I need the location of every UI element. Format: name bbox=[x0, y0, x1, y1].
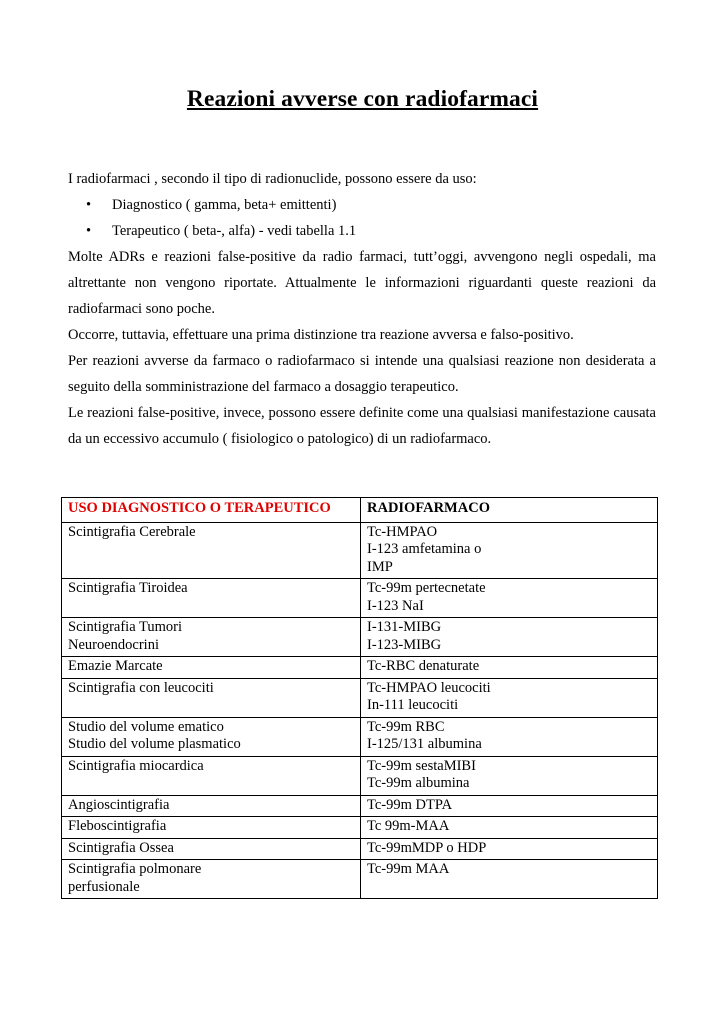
cell-use-line: Scintigrafia Ossea bbox=[68, 839, 174, 856]
cell-drug-line: I-125/131 albumina bbox=[367, 736, 482, 752]
paragraph: Le reazioni false-positive, invece, possono essere definite come una qualsiasi manifestazione causata da un eccessivo accumulo ( fisiologico o patologico) di un radiofarmaco. bbox=[68, 405, 656, 447]
cell-use-line: Scintigrafia con leucociti bbox=[68, 679, 214, 696]
usage-list bbox=[68, 192, 656, 244]
cell-use bbox=[62, 678, 361, 717]
cell-use-line: Fleboscintigrafia bbox=[68, 818, 167, 834]
cell-drug-line: Tc-99m RBC bbox=[367, 718, 445, 735]
cell-drug-line: IMP bbox=[367, 558, 393, 575]
cell-use bbox=[62, 717, 361, 756]
cell-use bbox=[62, 657, 361, 679]
table-body bbox=[62, 522, 658, 899]
cell-drug bbox=[361, 860, 658, 899]
cell-drug-line: Tc-99m albumina bbox=[367, 775, 470, 791]
table-row bbox=[62, 678, 658, 717]
cell-drug-line: I-123 NaI bbox=[367, 597, 424, 614]
cell-drug-line: Tc-99m DTPA bbox=[367, 796, 453, 813]
table-row bbox=[62, 717, 658, 756]
list-item: • Terapeutico ( beta-, alfa) - vedi tabella 1.1 bbox=[68, 218, 656, 244]
cell-use-line: Emazie Marcate bbox=[68, 658, 163, 674]
cell-drug-line: I-123-MIBG bbox=[367, 636, 442, 653]
table-row bbox=[62, 838, 658, 860]
paragraph: Occorre, tuttavia, effettuare una prima distinzione tra reazione avversa e falso-positivo. bbox=[68, 327, 574, 343]
table-row bbox=[62, 756, 658, 795]
cell-drug bbox=[361, 756, 658, 795]
cell-use bbox=[62, 860, 361, 899]
cell-use bbox=[62, 838, 361, 860]
page-title: Reazioni avverse con radiofarmaci bbox=[186, 86, 539, 112]
cell-use bbox=[62, 817, 361, 839]
table-row bbox=[62, 657, 658, 679]
paragraph: Molte ADRs e reazioni false-positive da radio farmaci, tutt’oggi, avvengono negli ospedali, ma altrettante non vengono riportate. Attualmente le informazioni riguardanti queste reazioni da radiofarmaci sono poche. bbox=[68, 249, 656, 317]
cell-use-line: Scintigrafia polmonare bbox=[68, 861, 202, 877]
table-row bbox=[62, 795, 658, 817]
paragraph: Per reazioni avverse da farmaco o radiofarmaco si intende una qualsiasi reazione non desiderata a seguito della somministrazione del farmaco a dosaggio terapeutico. bbox=[68, 353, 656, 395]
cell-use-line: Scintigrafia Tumori bbox=[68, 619, 182, 635]
cell-use bbox=[62, 579, 361, 618]
cell-use bbox=[62, 522, 361, 579]
cell-drug bbox=[361, 657, 658, 679]
cell-use bbox=[62, 618, 361, 657]
body-text bbox=[68, 166, 656, 452]
cell-drug-line: Tc-99m pertecnetate bbox=[367, 580, 486, 596]
table-header-row bbox=[62, 498, 658, 523]
cell-use-line: Scintigrafia miocardica bbox=[68, 757, 204, 774]
table-row bbox=[62, 579, 658, 618]
cell-drug-line: Tc-HMPAO bbox=[367, 523, 438, 540]
table-row bbox=[62, 817, 658, 839]
cell-drug bbox=[361, 817, 658, 839]
cell-drug bbox=[361, 678, 658, 717]
cell-use-line: Angioscintigrafia bbox=[68, 796, 170, 813]
list-item: • Diagnostico ( gamma, beta+ emittenti) bbox=[68, 192, 656, 218]
cell-use-line: Studio del volume plasmatico bbox=[68, 736, 241, 752]
intro-paragraph: I radiofarmaci , secondo il tipo di radionuclide, possono essere da uso: bbox=[68, 171, 477, 187]
cell-drug-line: Tc-99m MAA bbox=[367, 861, 450, 877]
cell-use-line: perfusionale bbox=[68, 878, 140, 895]
cell-drug-line: Tc-RBC denaturate bbox=[367, 658, 480, 674]
cell-drug-line: Tc-99m sestaMIBI bbox=[367, 757, 476, 774]
radiopharmaceutical-table bbox=[61, 497, 658, 899]
cell-use-line: Scintigrafia Cerebrale bbox=[68, 523, 196, 540]
cell-drug bbox=[361, 838, 658, 860]
cell-use bbox=[62, 756, 361, 795]
cell-drug-line: I-123 amfetamina o bbox=[367, 541, 482, 557]
cell-drug bbox=[361, 579, 658, 618]
cell-use-line: Scintigrafia Tiroidea bbox=[68, 580, 188, 596]
cell-drug bbox=[361, 522, 658, 579]
cell-drug-line: In-111 leucociti bbox=[367, 697, 459, 713]
cell-drug bbox=[361, 618, 658, 657]
cell-use bbox=[62, 795, 361, 817]
cell-drug bbox=[361, 717, 658, 756]
cell-drug bbox=[361, 795, 658, 817]
header-use: USO DIAGNOSTICO O TERAPEUTICO bbox=[62, 498, 361, 523]
table-row bbox=[62, 522, 658, 579]
cell-use-line: Neuroendocrini bbox=[68, 636, 159, 653]
table-row bbox=[62, 618, 658, 657]
cell-drug-line: Tc-99mMDP o HDP bbox=[367, 839, 487, 856]
cell-drug-line: Tc 99m-MAA bbox=[367, 818, 450, 834]
cell-use-line: Studio del volume ematico bbox=[68, 718, 224, 735]
cell-drug-line: Tc-HMPAO leucociti bbox=[367, 679, 491, 696]
cell-drug-line: I-131-MIBG bbox=[367, 619, 442, 635]
table-row bbox=[62, 860, 658, 899]
header-drug: RADIOFARMACO bbox=[361, 498, 658, 523]
